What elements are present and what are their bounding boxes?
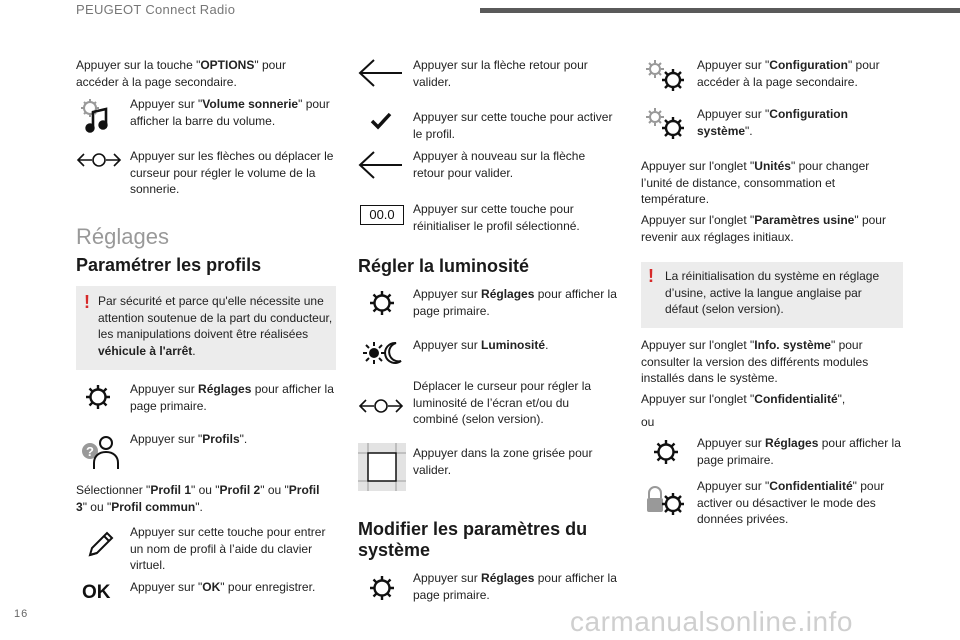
page-number: 16 <box>14 608 29 620</box>
back-arrow-icon <box>358 58 404 88</box>
gear-icon <box>84 383 112 411</box>
privacy-paragraph: Appuyer sur "Confidentialité" pour activer ou désactiver le mode des données privées. <box>697 479 885 526</box>
profiles-paragraph: Appuyer sur "Profils". <box>130 432 248 446</box>
factory-paragraph: Appuyer sur l'onglet "Paramètres usine" pour revenir aux réglages initiaux. <box>641 213 886 244</box>
running-header: PEUGEOT Connect Radio <box>76 2 236 17</box>
gear-music-icon <box>80 98 112 134</box>
check-paragraph: Appuyer sur cette touche pour activer le profil. <box>413 110 613 141</box>
gear-icon <box>368 574 396 602</box>
brightness-paragraph: Appuyer sur Luminosité. <box>413 338 549 352</box>
header-bar <box>480 8 960 13</box>
help-person-icon <box>80 433 120 471</box>
gear-icon <box>652 438 680 466</box>
heading-system: Modifier les paramètres du système <box>358 519 588 560</box>
section-title: Réglages <box>76 224 169 249</box>
options-paragraph: Appuyer sur la touche "OPTIONS" pour accéder à la page secondaire. <box>76 58 286 89</box>
grey-paragraph: Appuyer dans la zone grisée pour valider. <box>413 446 593 477</box>
reset-icon: 00.0 <box>360 205 404 225</box>
heading-brightness: Régler la luminosité <box>358 256 530 276</box>
arrows-paragraph: Appuyer sur les flèches ou déplacer le curseur pour régler le volume de la sonnerie. <box>130 149 334 196</box>
gear-icon <box>368 289 396 317</box>
or-text: ou <box>641 415 655 429</box>
ok-icon: OK <box>82 582 111 603</box>
double-gear-icon <box>644 106 688 142</box>
heading-profiles: Paramétrer les profils <box>76 255 262 275</box>
units-paragraph: Appuyer sur l'onglet "Unités" pour changer l’unité de distance, consommation et température. <box>641 159 870 206</box>
info-paragraph: Appuyer sur l'onglet "Info. système" pour consulter la version des différents modules installés dans le système. <box>641 338 869 385</box>
pencil-icon <box>86 527 116 559</box>
back-arrow-icon <box>358 150 404 180</box>
reset-paragraph: Appuyer sur cette touche pour réinitialiser le profil sélectionné. <box>413 202 580 233</box>
settings-paragraph-3: Appuyer sur Réglages pour afficher la page primaire. <box>413 571 617 602</box>
warning-text-2: La réinitialisation du système en réglage d’usine, active la langue anglaise par défaut (selon version). <box>665 269 880 316</box>
left-right-arrows-icon <box>76 150 122 170</box>
warning-text: Par sécurité et parce qu'elle nécessite une attention soutenue de la part du conducteur, les manipulations doivent être réalisées véhicule à l'arrêt. <box>98 294 333 358</box>
slider-paragraph: Déplacer le curseur pour régler la luminosité de l’écran et/ou du combiné (selon version). <box>413 379 592 426</box>
config-paragraph: Appuyer sur "Configuration" pour accéder à la page secondaire. <box>697 58 880 89</box>
settings-paragraph: Appuyer sur Réglages pour afficher la page primaire. <box>130 382 334 413</box>
warning-icon: ! <box>648 266 654 286</box>
sysconfig-paragraph: Appuyer sur "Configuration système". <box>697 107 848 138</box>
svg-text:?: ? <box>86 444 94 459</box>
double-gear-icon <box>644 58 688 94</box>
settings-paragraph-2: Appuyer sur Réglages pour afficher la page primaire. <box>413 287 617 318</box>
grey-zone-icon <box>358 443 406 491</box>
select-paragraph: Sélectionner "Profil 1" ou "Profil 2" ou "Profil 3" ou "Profil commun". <box>76 483 320 514</box>
brightness-icon <box>363 340 403 366</box>
watermark: carmanualsonline.info <box>570 606 853 637</box>
back-paragraph-1: Appuyer sur la flèche retour pour valider. <box>413 58 588 89</box>
volume-icon <box>80 98 112 134</box>
pencil-paragraph: Appuyer sur cette touche pour entrer un nom de profil à l’aide du clavier virtuel. <box>130 525 326 572</box>
settings-paragraph-4: Appuyer sur Réglages pour afficher la page primaire. <box>697 436 901 467</box>
privacy-tab-paragraph: Appuyer sur l'onglet "Confidentialité", <box>641 392 846 406</box>
checkmark-icon <box>370 112 392 130</box>
ok-paragraph: Appuyer sur "OK" pour enregistrer. <box>130 580 316 594</box>
volume-paragraph: Appuyer sur "Volume sonnerie" pour afficher la barre du volume. <box>130 97 330 128</box>
back-paragraph-2: Appuyer à nouveau sur la flèche retour pour valider. <box>413 149 586 180</box>
lock-gear-icon <box>644 484 688 520</box>
warning-icon: ! <box>84 292 90 312</box>
left-right-arrows-icon <box>358 396 404 416</box>
